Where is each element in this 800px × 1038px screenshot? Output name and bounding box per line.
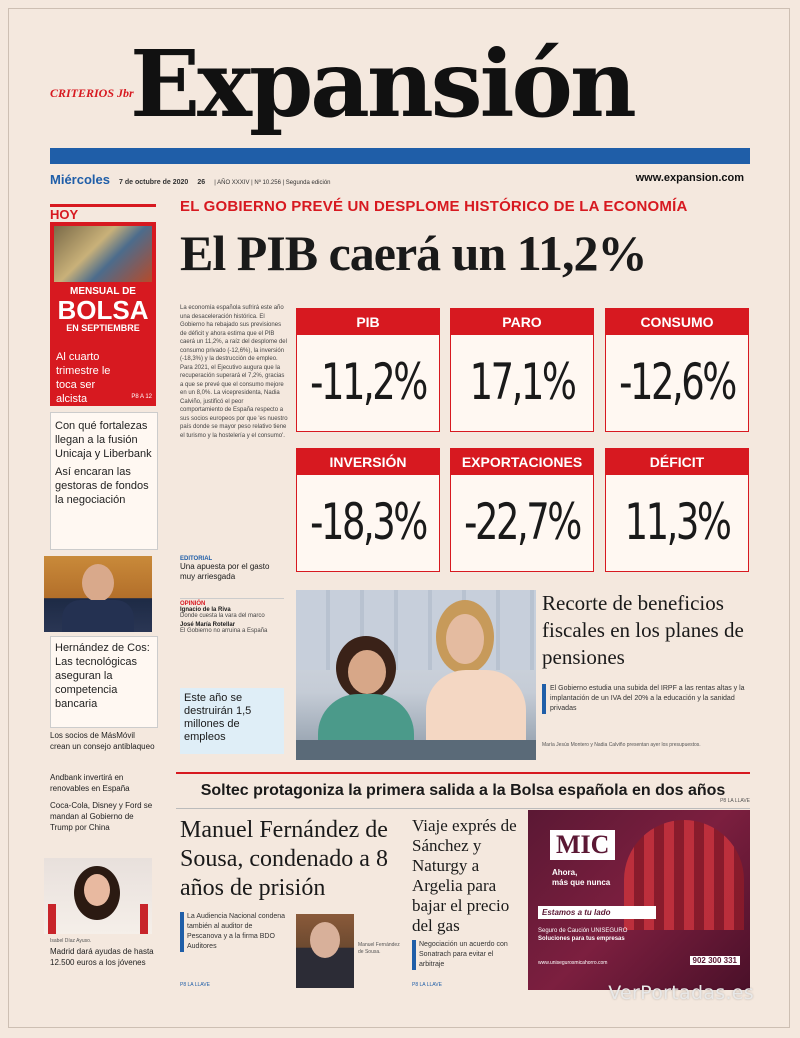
- bolsa-promo[interactable]: [50, 222, 156, 406]
- ad-web: www.unisegurosmicahorro.com: [538, 960, 608, 966]
- pensions-summary: El Gobierno estudia una subida del IRPF a las rentas altas y la implantación de un IVA del 20% a la educación y la sanidad privadas: [542, 684, 752, 714]
- stat-box-pib: [296, 308, 440, 432]
- bolsa-title-2: BOLSA: [57, 295, 149, 325]
- dateline: [50, 172, 750, 187]
- viaje-headline[interactable]: Viaje exprés de Sánchez y Naturgy a Argelia para bajar el precio del gas: [412, 816, 517, 935]
- dateline-number: 26: [197, 179, 206, 186]
- watermark: VerPortadas.es: [608, 982, 754, 1004]
- sidebar-item-fusion[interactable]: Con qué fortalezas llegan a la fusión Unicaja y Liberbank: [55, 420, 152, 460]
- viaje-page: P8 LA LLAVE: [412, 982, 442, 988]
- ad-line-2: más que nunca: [552, 878, 611, 887]
- opinion-label: OPINIÓN: [180, 601, 206, 607]
- dateline-web[interactable]: www.expansion.com: [635, 172, 744, 184]
- opinion-block: [180, 598, 284, 634]
- manuel-summary: La Audiencia Nacional condena también al auditor de Pescanova y a la firma BDO Auditores: [180, 912, 286, 952]
- sidebar-item-gestoras[interactable]: Así encaran las gestoras de fondos la negociación: [55, 466, 149, 506]
- stat-value: -11,2%: [310, 353, 426, 411]
- stock-chart-image: [54, 226, 152, 282]
- manuel-caption: Manuel Fernández de Sousa.: [358, 942, 400, 955]
- stat-label: PARO: [451, 309, 593, 335]
- ad-brand: MIC: [550, 830, 615, 860]
- sidebar-item-masmovil[interactable]: Los socios de MásMóvil crean un consejo antiblaqueo: [50, 731, 155, 751]
- stat-value: -18,3%: [310, 493, 426, 551]
- dateline-date: 7 de octubre de 2020: [119, 179, 189, 186]
- bolsa-title-3: EN SEPTIEMBRE: [66, 323, 140, 333]
- ad-line-3: Estamos a tu lado: [538, 906, 656, 919]
- sidebar-item-madrid[interactable]: Madrid dará ayudas de hasta 12.500 euros a los jóvenes: [50, 947, 154, 967]
- ad-phone: 902 300 331: [690, 956, 741, 965]
- hoy-label: HOY: [50, 204, 156, 222]
- partner-logo: CRITERIOS Jbr: [50, 86, 134, 100]
- stat-label: EXPORTACIONES: [451, 449, 593, 475]
- stat-value: -12,6%: [619, 353, 735, 411]
- photo-hernandez-de-cos: [44, 556, 152, 632]
- opinion-text-2: El Gobierno no arruina a España: [180, 628, 268, 634]
- soltec-headline[interactable]: [176, 772, 750, 809]
- lead-headline: El PIB caerá un 11,2%: [180, 225, 647, 281]
- stat-box-paro: [450, 308, 594, 432]
- stat-value: 11,3%: [624, 493, 730, 551]
- stat-label: PIB: [297, 309, 439, 335]
- stat-box-exportaciones: [450, 448, 594, 572]
- pensions-headline[interactable]: Recorte de beneficios fiscales en los planes de pensiones: [542, 591, 744, 669]
- masthead-bar: [50, 148, 750, 164]
- mic-advertisement[interactable]: [528, 810, 750, 990]
- jobs-box: Este año se destruirán 1,5 millones de empleos: [180, 688, 284, 754]
- editorial-text[interactable]: Una apuesta por el gasto muy arriesgada: [180, 562, 270, 581]
- stat-label: INVERSIÓN: [297, 449, 439, 475]
- ad-line-1: Ahora,: [552, 868, 578, 877]
- stat-value: 17,1%: [469, 353, 575, 411]
- opinion-author-1[interactable]: Ignacio de la Riva: [180, 607, 231, 613]
- pensions-caption: María Jesús Montero y Nadia Calviño presentan ayer los presupuestos.: [542, 742, 701, 748]
- stat-box-deficit: [605, 448, 749, 572]
- manuel-page: P8 LA LLAVE: [180, 982, 210, 988]
- sidebar-box: [50, 636, 158, 728]
- sidebar-item-andbank[interactable]: Andbank invertirá en renovables en España: [50, 773, 130, 793]
- sidebar-box: [50, 412, 158, 550]
- editorial-label: EDITORIAL: [180, 556, 213, 562]
- photo-manuel: [296, 914, 354, 988]
- soltec-page: P8 LA LLAVE: [720, 798, 750, 804]
- sidebar-item-cos[interactable]: Hernández de Cos: Las tecnológicas aseguran la competencia bancaria: [55, 642, 150, 710]
- opinion-text-1: Donde cuesta la vara del marco: [180, 613, 265, 619]
- ad-line-4: Seguro de Caución UNISEGURO: [538, 928, 628, 934]
- stat-box-consumo: [605, 308, 749, 432]
- dateline-info: | AÑO XXXIV | Nº 10.256 | Segunda edición: [214, 180, 331, 186]
- editorial-block: [180, 556, 284, 582]
- bolsa-title-1: MENSUAL DE: [70, 286, 136, 297]
- stat-label: DÉFICIT: [606, 449, 748, 475]
- ad-line-5: Soluciones para tus empresas: [538, 936, 625, 942]
- dateline-day: Miércoles: [50, 172, 110, 187]
- lead-body: La economía española sufrirá este año una desaceleración histórica. El Gobierno ha rebajado sus previsiones de déficit y ahora estima que el PIB caerá un 11,2%, a raíz del desplome del consumo privado (-12,6%), la inversión (-18,3%) y la destrucción de empleo. Para 2021, el Ejecutivo augura que la recuperación superará el 7,2%, gracias a que se prevé que el consumo mejore en un 8,0%. La vicepresidenta, Nadia Calviño, justificó el peor comportamiento de España respecto a sus socios europeos por que 'es nuestro país donde se mayor peso relativo tiene el turismo y la hostelería y el consumo'.: [180, 305, 288, 439]
- sidebar-item-cocacola[interactable]: Coca-Cola, Disney y Ford se mandan al Gobierno de Trump por China: [50, 801, 153, 832]
- photo-montero-calvino: [296, 590, 536, 760]
- stat-box-inversion: [296, 448, 440, 572]
- soltec-headline-text: Soltec protagoniza la primera salida a la Bolsa española en dos años: [200, 782, 726, 799]
- opinion-author-2[interactable]: José María Rotellar: [180, 622, 236, 628]
- photo-caption-ayuso: Isabel Díaz Ayuso.: [50, 938, 92, 944]
- viaje-summary: Negociación un acuerdo con Sonatrach para evitar el arbitraje: [412, 940, 520, 970]
- lead-kicker: EL GOBIERNO PREVÉ UN DESPLOME HISTÓRICO DE LA ECONOMÍA: [180, 198, 688, 215]
- bolsa-text: Al cuarto trimestre le toca ser alcista: [56, 351, 111, 405]
- stat-value: -22,7%: [464, 493, 580, 551]
- bolsa-page: P8 A 12: [131, 394, 152, 400]
- stat-label: CONSUMO: [606, 309, 748, 335]
- masthead-title: Expansión: [130, 30, 634, 138]
- photo-ayuso: [44, 858, 152, 934]
- manuel-headline[interactable]: Manuel Fernández de Sousa, condenado a 8 años de prisión: [180, 817, 388, 901]
